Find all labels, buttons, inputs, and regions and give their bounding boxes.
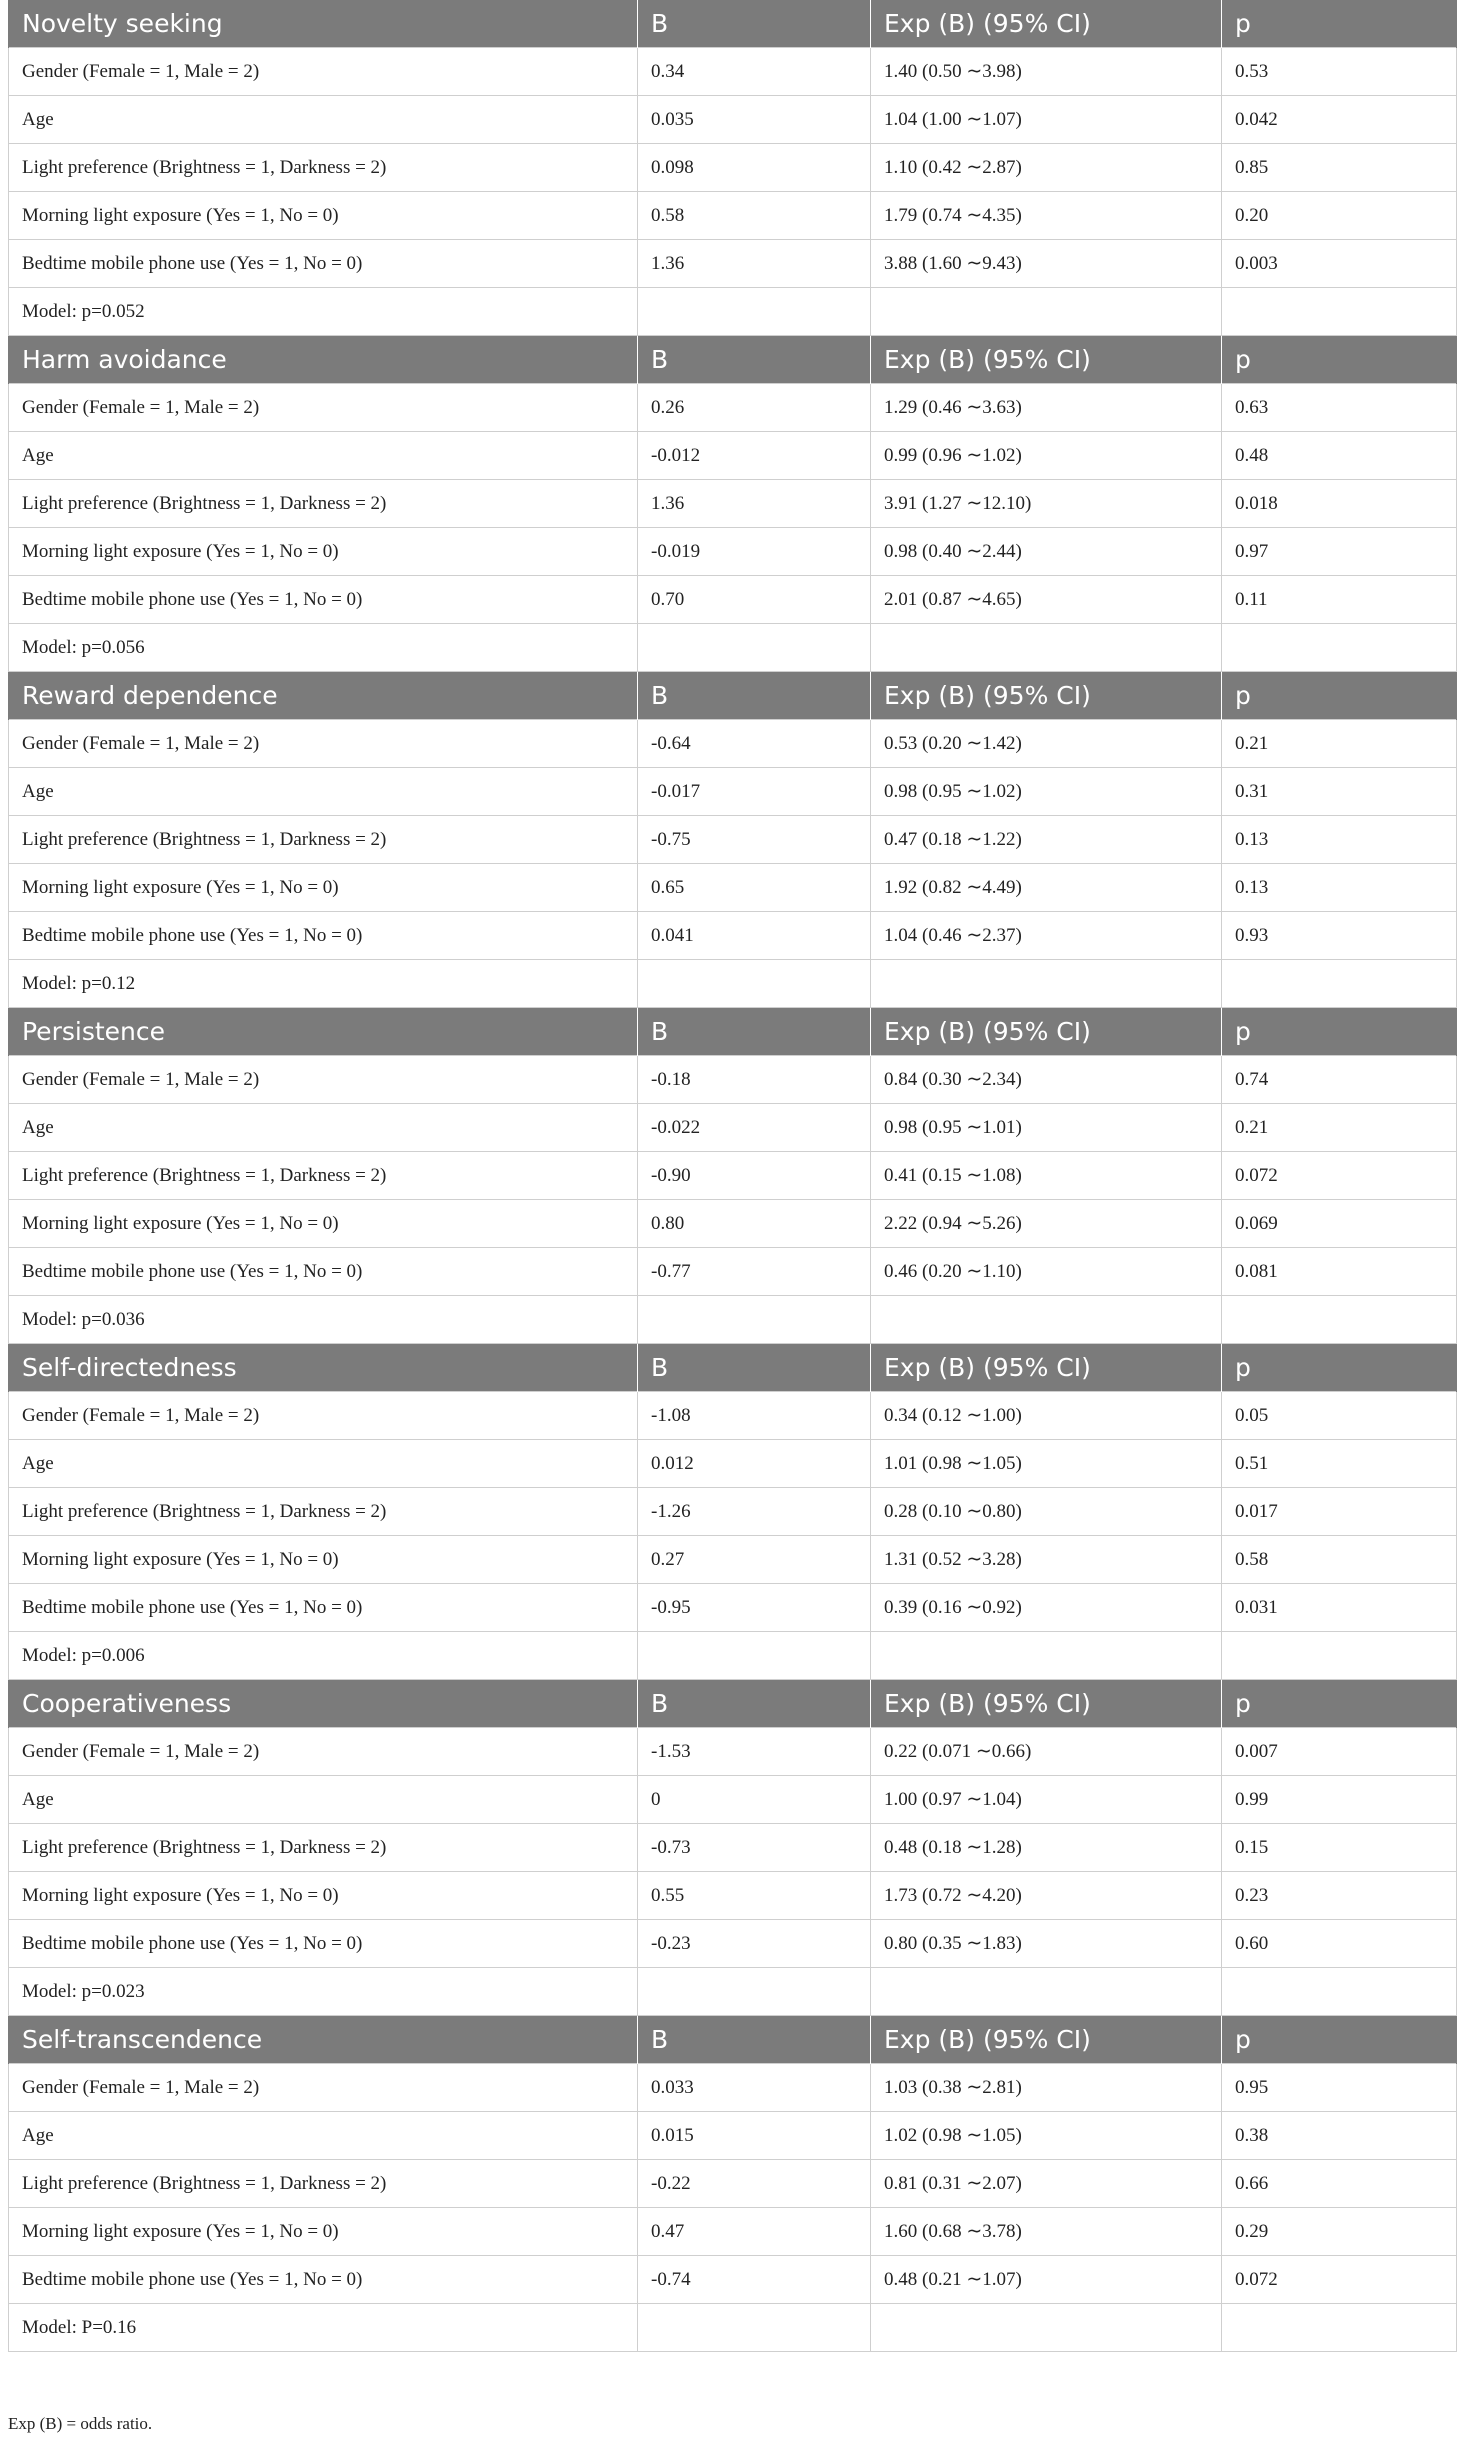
b-value: -1.26 bbox=[638, 1488, 871, 1536]
table-row bbox=[9, 1440, 1457, 1488]
exp-b-value: 0.99 (0.96 ∼1.02) bbox=[871, 432, 1222, 480]
column-header-exp-b: Exp (B) (95% CI) bbox=[871, 1008, 1222, 1056]
table-row bbox=[9, 2160, 1457, 2208]
p-value: 0.85 bbox=[1222, 144, 1457, 192]
exp-b-value: 2.22 (0.94 ∼5.26) bbox=[871, 1200, 1222, 1248]
variable-label: Light preference (Brightness = 1, Darkness = 2) bbox=[9, 480, 638, 528]
table-row bbox=[9, 720, 1457, 768]
b-value: 0.035 bbox=[638, 96, 871, 144]
column-header-b: B bbox=[638, 1680, 871, 1728]
table-row bbox=[9, 48, 1457, 96]
variable-label: Morning light exposure (Yes = 1, No = 0) bbox=[9, 2208, 638, 2256]
exp-b-value: 2.01 (0.87 ∼4.65) bbox=[871, 576, 1222, 624]
column-header-b: B bbox=[638, 2016, 871, 2064]
b-value: -0.73 bbox=[638, 1824, 871, 1872]
empty-cell bbox=[638, 2304, 871, 2352]
p-value: 0.13 bbox=[1222, 864, 1457, 912]
empty-cell bbox=[638, 288, 871, 336]
section-title: Self-directedness bbox=[9, 1344, 638, 1392]
exp-b-value: 3.88 (1.60 ∼9.43) bbox=[871, 240, 1222, 288]
table-row bbox=[9, 912, 1457, 960]
variable-label: Bedtime mobile phone use (Yes = 1, No = 0) bbox=[9, 2256, 638, 2304]
b-value: 1.36 bbox=[638, 240, 871, 288]
b-value: 0.26 bbox=[638, 384, 871, 432]
column-header-p: p bbox=[1222, 672, 1457, 720]
empty-cell bbox=[638, 624, 871, 672]
table-row bbox=[9, 576, 1457, 624]
p-value: 0.53 bbox=[1222, 48, 1457, 96]
empty-cell bbox=[1222, 1296, 1457, 1344]
column-header-exp-b: Exp (B) (95% CI) bbox=[871, 2016, 1222, 2064]
section-title: Novelty seeking bbox=[9, 0, 638, 48]
variable-label: Gender (Female = 1, Male = 2) bbox=[9, 384, 638, 432]
table-row bbox=[9, 816, 1457, 864]
exp-b-value: 1.40 (0.50 ∼3.98) bbox=[871, 48, 1222, 96]
table-row bbox=[9, 144, 1457, 192]
b-value: 0.033 bbox=[638, 2064, 871, 2112]
section-header-row bbox=[9, 672, 1457, 720]
exp-b-value: 1.04 (1.00 ∼1.07) bbox=[871, 96, 1222, 144]
b-value: 0.098 bbox=[638, 144, 871, 192]
table-row bbox=[9, 432, 1457, 480]
exp-b-value: 0.41 (0.15 ∼1.08) bbox=[871, 1152, 1222, 1200]
exp-b-value: 1.10 (0.42 ∼2.87) bbox=[871, 144, 1222, 192]
p-value: 0.003 bbox=[1222, 240, 1457, 288]
exp-b-value: 0.46 (0.20 ∼1.10) bbox=[871, 1248, 1222, 1296]
column-header-exp-b: Exp (B) (95% CI) bbox=[871, 672, 1222, 720]
table-row bbox=[9, 1776, 1457, 1824]
exp-b-value: 1.01 (0.98 ∼1.05) bbox=[871, 1440, 1222, 1488]
b-value: -0.019 bbox=[638, 528, 871, 576]
table-row bbox=[9, 2256, 1457, 2304]
column-header-p: p bbox=[1222, 0, 1457, 48]
exp-b-value: 0.34 (0.12 ∼1.00) bbox=[871, 1392, 1222, 1440]
variable-label: Morning light exposure (Yes = 1, No = 0) bbox=[9, 1536, 638, 1584]
variable-label: Age bbox=[9, 1104, 638, 1152]
empty-cell bbox=[638, 1968, 871, 2016]
variable-label: Age bbox=[9, 768, 638, 816]
variable-label: Light preference (Brightness = 1, Darkness = 2) bbox=[9, 2160, 638, 2208]
exp-b-value: 1.02 (0.98 ∼1.05) bbox=[871, 2112, 1222, 2160]
p-value: 0.017 bbox=[1222, 1488, 1457, 1536]
model-p-value: Model: P=0.16 bbox=[9, 2304, 638, 2352]
section-title: Self-transcendence bbox=[9, 2016, 638, 2064]
exp-b-value: 1.00 (0.97 ∼1.04) bbox=[871, 1776, 1222, 1824]
b-value: -0.64 bbox=[638, 720, 871, 768]
column-header-p: p bbox=[1222, 2016, 1457, 2064]
variable-label: Bedtime mobile phone use (Yes = 1, No = 0) bbox=[9, 1584, 638, 1632]
variable-label: Gender (Female = 1, Male = 2) bbox=[9, 1056, 638, 1104]
model-row bbox=[9, 624, 1457, 672]
section-header-row bbox=[9, 2016, 1457, 2064]
column-header-p: p bbox=[1222, 1344, 1457, 1392]
p-value: 0.48 bbox=[1222, 432, 1457, 480]
column-header-exp-b: Exp (B) (95% CI) bbox=[871, 0, 1222, 48]
column-header-exp-b: Exp (B) (95% CI) bbox=[871, 1344, 1222, 1392]
b-value: 1.36 bbox=[638, 480, 871, 528]
b-value: 0.80 bbox=[638, 1200, 871, 1248]
table-row bbox=[9, 1824, 1457, 1872]
table-row bbox=[9, 96, 1457, 144]
variable-label: Morning light exposure (Yes = 1, No = 0) bbox=[9, 528, 638, 576]
variable-label: Bedtime mobile phone use (Yes = 1, No = 0) bbox=[9, 1920, 638, 1968]
variable-label: Morning light exposure (Yes = 1, No = 0) bbox=[9, 864, 638, 912]
model-row bbox=[9, 960, 1457, 1008]
exp-b-value: 0.98 (0.95 ∼1.02) bbox=[871, 768, 1222, 816]
variable-label: Light preference (Brightness = 1, Darkness = 2) bbox=[9, 1824, 638, 1872]
regression-table bbox=[8, 0, 1457, 2352]
variable-label: Gender (Female = 1, Male = 2) bbox=[9, 720, 638, 768]
column-header-p: p bbox=[1222, 1008, 1457, 1056]
table-row bbox=[9, 192, 1457, 240]
exp-b-value: 0.98 (0.95 ∼1.01) bbox=[871, 1104, 1222, 1152]
b-value: -0.012 bbox=[638, 432, 871, 480]
section-header-row bbox=[9, 1680, 1457, 1728]
b-value: 0.041 bbox=[638, 912, 871, 960]
variable-label: Gender (Female = 1, Male = 2) bbox=[9, 48, 638, 96]
exp-b-value: 0.98 (0.40 ∼2.44) bbox=[871, 528, 1222, 576]
section-title: Harm avoidance bbox=[9, 336, 638, 384]
model-row bbox=[9, 1632, 1457, 1680]
empty-cell bbox=[638, 960, 871, 1008]
column-header-b: B bbox=[638, 336, 871, 384]
table-row bbox=[9, 1728, 1457, 1776]
b-value: -0.74 bbox=[638, 2256, 871, 2304]
model-p-value: Model: p=0.056 bbox=[9, 624, 638, 672]
variable-label: Bedtime mobile phone use (Yes = 1, No = 0) bbox=[9, 912, 638, 960]
table-row bbox=[9, 768, 1457, 816]
p-value: 0.018 bbox=[1222, 480, 1457, 528]
b-value: -0.75 bbox=[638, 816, 871, 864]
p-value: 0.29 bbox=[1222, 2208, 1457, 2256]
exp-b-value: 0.80 (0.35 ∼1.83) bbox=[871, 1920, 1222, 1968]
variable-label: Light preference (Brightness = 1, Darkness = 2) bbox=[9, 1152, 638, 1200]
column-header-p: p bbox=[1222, 336, 1457, 384]
b-value: 0.015 bbox=[638, 2112, 871, 2160]
variable-label: Bedtime mobile phone use (Yes = 1, No = 0) bbox=[9, 1248, 638, 1296]
b-value: -0.90 bbox=[638, 1152, 871, 1200]
p-value: 0.66 bbox=[1222, 2160, 1457, 2208]
table-row bbox=[9, 1200, 1457, 1248]
p-value: 0.007 bbox=[1222, 1728, 1457, 1776]
p-value: 0.74 bbox=[1222, 1056, 1457, 1104]
model-row bbox=[9, 288, 1457, 336]
model-p-value: Model: p=0.036 bbox=[9, 1296, 638, 1344]
b-value: -0.95 bbox=[638, 1584, 871, 1632]
b-value: -0.77 bbox=[638, 1248, 871, 1296]
p-value: 0.63 bbox=[1222, 384, 1457, 432]
variable-label: Age bbox=[9, 96, 638, 144]
table-row bbox=[9, 480, 1457, 528]
exp-b-value: 1.31 (0.52 ∼3.28) bbox=[871, 1536, 1222, 1584]
table-footnote: Exp (B) = odds ratio. bbox=[8, 2414, 153, 2433]
column-header-b: B bbox=[638, 0, 871, 48]
empty-cell bbox=[638, 1296, 871, 1344]
p-value: 0.081 bbox=[1222, 1248, 1457, 1296]
b-value: 0.34 bbox=[638, 48, 871, 96]
b-value: -0.18 bbox=[638, 1056, 871, 1104]
table-row bbox=[9, 1536, 1457, 1584]
empty-cell bbox=[871, 1296, 1222, 1344]
variable-label: Gender (Female = 1, Male = 2) bbox=[9, 2064, 638, 2112]
b-value: -0.23 bbox=[638, 1920, 871, 1968]
exp-b-value: 0.22 (0.071 ∼0.66) bbox=[871, 1728, 1222, 1776]
b-value: 0.27 bbox=[638, 1536, 871, 1584]
empty-cell bbox=[871, 624, 1222, 672]
p-value: 0.99 bbox=[1222, 1776, 1457, 1824]
p-value: 0.20 bbox=[1222, 192, 1457, 240]
variable-label: Morning light exposure (Yes = 1, No = 0) bbox=[9, 1872, 638, 1920]
variable-label: Bedtime mobile phone use (Yes = 1, No = 0) bbox=[9, 576, 638, 624]
exp-b-value: 0.81 (0.31 ∼2.07) bbox=[871, 2160, 1222, 2208]
exp-b-value: 1.60 (0.68 ∼3.78) bbox=[871, 2208, 1222, 2256]
b-value: 0 bbox=[638, 1776, 871, 1824]
p-value: 0.13 bbox=[1222, 816, 1457, 864]
column-header-b: B bbox=[638, 1008, 871, 1056]
exp-b-value: 3.91 (1.27 ∼12.10) bbox=[871, 480, 1222, 528]
b-value: -1.53 bbox=[638, 1728, 871, 1776]
empty-cell bbox=[871, 1968, 1222, 2016]
table-row bbox=[9, 1584, 1457, 1632]
model-row bbox=[9, 1968, 1457, 2016]
exp-b-value: 0.53 (0.20 ∼1.42) bbox=[871, 720, 1222, 768]
section-title: Cooperativeness bbox=[9, 1680, 638, 1728]
empty-cell bbox=[871, 1632, 1222, 1680]
empty-cell bbox=[871, 960, 1222, 1008]
variable-label: Age bbox=[9, 1776, 638, 1824]
p-value: 0.97 bbox=[1222, 528, 1457, 576]
variable-label: Morning light exposure (Yes = 1, No = 0) bbox=[9, 1200, 638, 1248]
exp-b-value: 0.28 (0.10 ∼0.80) bbox=[871, 1488, 1222, 1536]
p-value: 0.38 bbox=[1222, 2112, 1457, 2160]
model-p-value: Model: p=0.12 bbox=[9, 960, 638, 1008]
exp-b-value: 1.79 (0.74 ∼4.35) bbox=[871, 192, 1222, 240]
exp-b-value: 1.04 (0.46 ∼2.37) bbox=[871, 912, 1222, 960]
p-value: 0.11 bbox=[1222, 576, 1457, 624]
variable-label: Bedtime mobile phone use (Yes = 1, No = 0) bbox=[9, 240, 638, 288]
exp-b-value: 0.48 (0.21 ∼1.07) bbox=[871, 2256, 1222, 2304]
variable-label: Age bbox=[9, 432, 638, 480]
p-value: 0.23 bbox=[1222, 1872, 1457, 1920]
exp-b-value: 1.73 (0.72 ∼4.20) bbox=[871, 1872, 1222, 1920]
section-title: Reward dependence bbox=[9, 672, 638, 720]
p-value: 0.95 bbox=[1222, 2064, 1457, 2112]
section-header-row bbox=[9, 0, 1457, 48]
table-row bbox=[9, 528, 1457, 576]
exp-b-value: 0.47 (0.18 ∼1.22) bbox=[871, 816, 1222, 864]
exp-b-value: 1.03 (0.38 ∼2.81) bbox=[871, 2064, 1222, 2112]
b-value: -0.017 bbox=[638, 768, 871, 816]
empty-cell bbox=[1222, 288, 1457, 336]
variable-label: Age bbox=[9, 2112, 638, 2160]
table-row bbox=[9, 864, 1457, 912]
table-row bbox=[9, 2064, 1457, 2112]
section-header-row bbox=[9, 1344, 1457, 1392]
section-header-row bbox=[9, 336, 1457, 384]
p-value: 0.031 bbox=[1222, 1584, 1457, 1632]
variable-label: Morning light exposure (Yes = 1, No = 0) bbox=[9, 192, 638, 240]
b-value: -1.08 bbox=[638, 1392, 871, 1440]
p-value: 0.31 bbox=[1222, 768, 1457, 816]
p-value: 0.15 bbox=[1222, 1824, 1457, 1872]
table-row bbox=[9, 1920, 1457, 1968]
table-body bbox=[9, 0, 1457, 2352]
section-title: Persistence bbox=[9, 1008, 638, 1056]
p-value: 0.60 bbox=[1222, 1920, 1457, 1968]
table-row bbox=[9, 1152, 1457, 1200]
exp-b-value: 0.48 (0.18 ∼1.28) bbox=[871, 1824, 1222, 1872]
table-row bbox=[9, 2208, 1457, 2256]
variable-label: Age bbox=[9, 1440, 638, 1488]
column-header-b: B bbox=[638, 672, 871, 720]
column-header-exp-b: Exp (B) (95% CI) bbox=[871, 1680, 1222, 1728]
model-p-value: Model: p=0.023 bbox=[9, 1968, 638, 2016]
table-row bbox=[9, 384, 1457, 432]
table-row bbox=[9, 1056, 1457, 1104]
table-row bbox=[9, 1392, 1457, 1440]
table-row bbox=[9, 1248, 1457, 1296]
p-value: 0.21 bbox=[1222, 1104, 1457, 1152]
b-value: 0.012 bbox=[638, 1440, 871, 1488]
model-row bbox=[9, 2304, 1457, 2352]
exp-b-value: 1.29 (0.46 ∼3.63) bbox=[871, 384, 1222, 432]
empty-cell bbox=[1222, 1632, 1457, 1680]
table-row bbox=[9, 2112, 1457, 2160]
p-value: 0.072 bbox=[1222, 1152, 1457, 1200]
section-header-row bbox=[9, 1008, 1457, 1056]
p-value: 0.58 bbox=[1222, 1536, 1457, 1584]
variable-label: Light preference (Brightness = 1, Darkness = 2) bbox=[9, 144, 638, 192]
empty-cell bbox=[1222, 960, 1457, 1008]
p-value: 0.072 bbox=[1222, 2256, 1457, 2304]
empty-cell bbox=[638, 1632, 871, 1680]
p-value: 0.05 bbox=[1222, 1392, 1457, 1440]
variable-label: Gender (Female = 1, Male = 2) bbox=[9, 1728, 638, 1776]
empty-cell bbox=[1222, 2304, 1457, 2352]
column-header-exp-b: Exp (B) (95% CI) bbox=[871, 336, 1222, 384]
exp-b-value: 0.39 (0.16 ∼0.92) bbox=[871, 1584, 1222, 1632]
table-row bbox=[9, 1104, 1457, 1152]
model-row bbox=[9, 1296, 1457, 1344]
b-value: 0.58 bbox=[638, 192, 871, 240]
variable-label: Light preference (Brightness = 1, Darkness = 2) bbox=[9, 1488, 638, 1536]
table-row bbox=[9, 240, 1457, 288]
b-value: 0.65 bbox=[638, 864, 871, 912]
b-value: -0.022 bbox=[638, 1104, 871, 1152]
b-value: 0.55 bbox=[638, 1872, 871, 1920]
exp-b-value: 0.84 (0.30 ∼2.34) bbox=[871, 1056, 1222, 1104]
empty-cell bbox=[1222, 624, 1457, 672]
p-value: 0.042 bbox=[1222, 96, 1457, 144]
p-value: 0.21 bbox=[1222, 720, 1457, 768]
b-value: -0.22 bbox=[638, 2160, 871, 2208]
column-header-b: B bbox=[638, 1344, 871, 1392]
variable-label: Light preference (Brightness = 1, Darkness = 2) bbox=[9, 816, 638, 864]
model-p-value: Model: p=0.006 bbox=[9, 1632, 638, 1680]
p-value: 0.51 bbox=[1222, 1440, 1457, 1488]
table-row bbox=[9, 1872, 1457, 1920]
p-value: 0.069 bbox=[1222, 1200, 1457, 1248]
column-header-p: p bbox=[1222, 1680, 1457, 1728]
variable-label: Gender (Female = 1, Male = 2) bbox=[9, 1392, 638, 1440]
b-value: 0.47 bbox=[638, 2208, 871, 2256]
table-row bbox=[9, 1488, 1457, 1536]
empty-cell bbox=[871, 2304, 1222, 2352]
p-value: 0.93 bbox=[1222, 912, 1457, 960]
b-value: 0.70 bbox=[638, 576, 871, 624]
empty-cell bbox=[871, 288, 1222, 336]
model-p-value: Model: p=0.052 bbox=[9, 288, 638, 336]
empty-cell bbox=[1222, 1968, 1457, 2016]
regression-table-container bbox=[8, 0, 1456, 2352]
exp-b-value: 1.92 (0.82 ∼4.49) bbox=[871, 864, 1222, 912]
